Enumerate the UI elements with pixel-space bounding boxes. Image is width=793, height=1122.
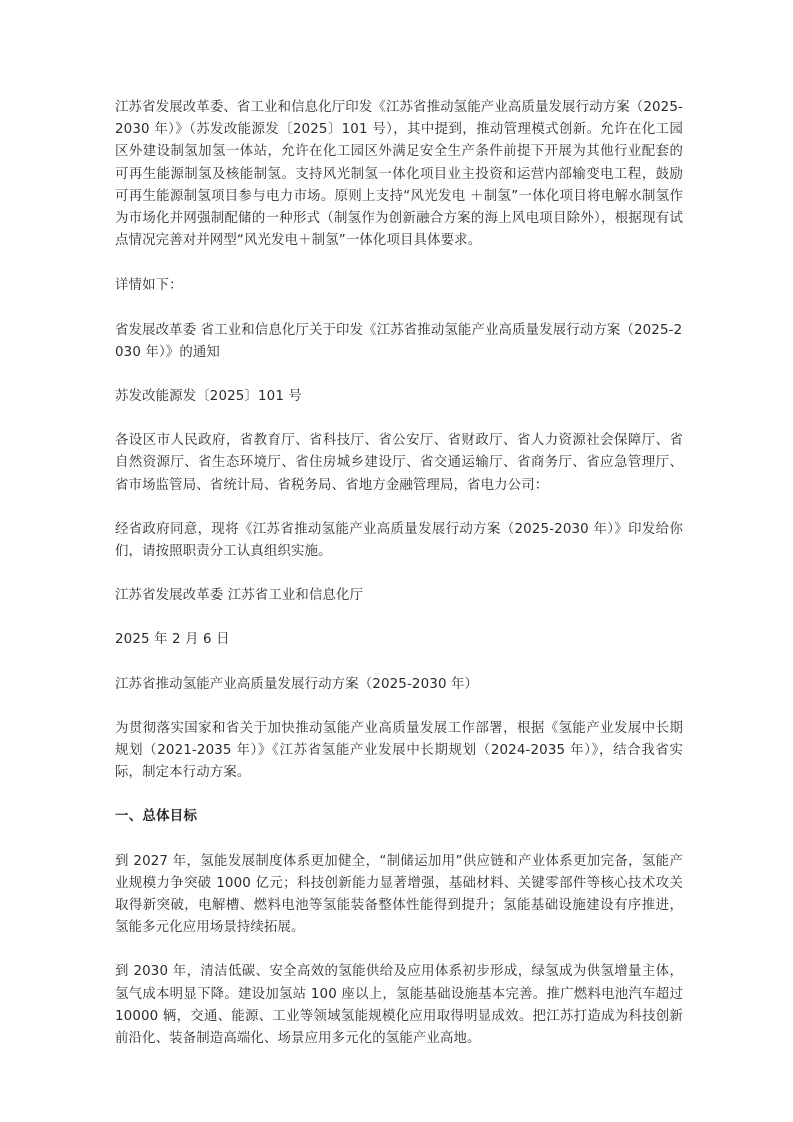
issue-date: 2025 年 2 月 6 日 [115, 632, 230, 648]
target-2027-paragraph: 到 2027 年，氢能发展制度体系更加健全，“制储运加用”供应链和产业体系更加完备，氢能产业规模力争突破 1000 亿元；科技创新能力显著增强，基础材料、关键零部件等核心技术攻关取得新突破，电解槽、燃料电池等氢能装备整体性能得到提升；氢能基础设施建设有序推进，氢能多元化应用场景持续拓展。 [115, 853, 683, 936]
approval-paragraph: 经省政府同意，现将《江苏省推动氢能产业高质量发展行动方案（2025-2030 年）》印发给你们，请按照职责分工认真组织实施。 [115, 521, 683, 560]
notice-title: 省发展改革委 省工业和信息化厅关于印发《江苏省推动氢能产业高质量发展行动方案（2025-2030 年）》的通知 [115, 322, 683, 360]
plan-title: 江苏省推动氢能产业高质量发展行动方案（2025-2030 年） [115, 676, 479, 692]
section-heading-overall-goals: 一、总体目标 [115, 809, 198, 825]
recipients-paragraph: 各设区市人民政府，省教育厅、省科技厅、省公安厅、省财政厅、省人力资源社会保障厅、省自然资源厅、省生态环境厅、省住房城乡建设厅、省交通运输厅、省商务厅、省应急管理厅、省市场监管局、省统计局、省税务局、省地方金融管理局，省电力公司： [115, 433, 683, 493]
target-2030-paragraph: 到 2030 年，清洁低碳、安全高效的氢能供给及应用体系初步形成，绿氢成为供氢增量主体，氢气成本明显下降。建设加氢站 100 座以上，氢能基础设施基本完善。推广燃料电池汽车超过 10000 辆，交通、能源、工业等领域氢能规模化应用取得明显成效。把江苏打造成为科技创新前沿化、装备制造高端化、场景应用多元化的氢能产业高地。 [115, 964, 683, 1047]
summary-paragraph: 江苏省发展改革委、省工业和信息化厅印发《江苏省推动氢能产业高质量发展行动方案（2025-2030 年）》（苏发改能源发〔2025〕101 号），其中提到，推动管理模式创新。允许在化工园区外建设制氢加氢一体站，允许在化工园区外满足安全生产条件前提下开展为其他行业配套的可再生能源制氢及核能制氢。支持风光制氢一体化项目业主投资和运营内部输变电工程，鼓励可再生能源制氢项目参与电力市场。原则上支持“风光发电 ＋制氢”一体化项目将电解水制氢作为市场化并网强制配储的一种形式（制氢作为创新融合方案的海上风电项目除外），根据现有试点情况完善对并网型“风光发电＋制氢”一体化项目具体要求。 [115, 100, 683, 249]
detail-label: 详情如下： [115, 278, 183, 294]
document-number: 苏发改能源发〔2025〕101 号 [115, 389, 302, 405]
preamble-paragraph: 为贯彻落实国家和省关于加快推动氢能产业高质量发展工作部署，根据《氢能产业发展中长期规划（2021-2035 年）》《江苏省氢能产业发展中长期规划（2024-2035 年）》，结合我省实际，制定本行动方案。 [115, 720, 683, 781]
signature-line: 江苏省发展改革委 江苏省工业和信息化厅 [115, 588, 364, 604]
document-body [115, 97, 683, 1050]
